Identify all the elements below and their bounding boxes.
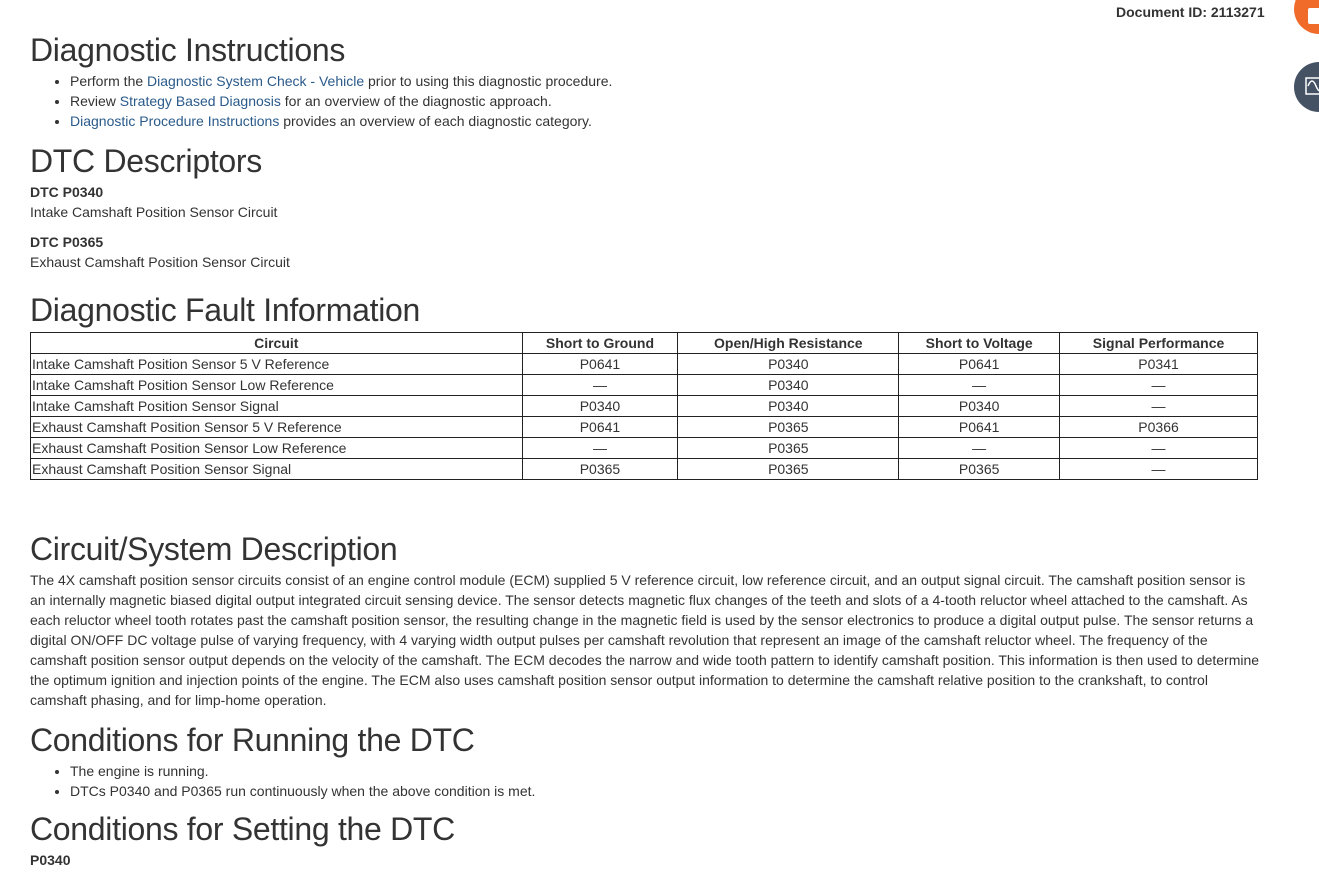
dtc-cell: P0365: [678, 438, 899, 459]
fault-info-section: [30, 292, 1258, 480]
diagnostic-instructions-section: [30, 32, 1260, 131]
dtc-cell: P0641: [522, 354, 678, 375]
section-title: Diagnostic Fault Information: [30, 292, 421, 328]
text: for an overview of the diagnostic approach.: [280, 93, 552, 109]
dtc-cell: —: [1060, 438, 1258, 459]
fault-table: [30, 332, 1258, 480]
circuit-cell: Exhaust Camshaft Position Sensor 5 V Reference: [31, 417, 523, 438]
table-row: [31, 417, 1258, 438]
list-item: • The engine is running.: [70, 761, 535, 781]
dtc-subheading: P0340: [30, 852, 71, 868]
link-strategy-based-diagnosis[interactable]: Strategy Based Diagnosis: [119, 93, 281, 109]
tsb-button[interactable]: [1294, 0, 1319, 34]
dtc-cell: P0641: [899, 354, 1060, 375]
dtc-cell: P0341: [1060, 354, 1258, 375]
header-cell: Signal Performance: [1060, 333, 1258, 354]
text: provides an overview of each diagnostic category.: [279, 113, 592, 129]
dtc-cell: P0365: [899, 459, 1060, 480]
dtc-cell: P0340: [678, 354, 899, 375]
list-item: [70, 91, 1260, 111]
dtc-cell: —: [899, 438, 1060, 459]
section-title: Conditions for Running the DTC: [30, 722, 475, 758]
document-id: Document ID: 2113271: [1116, 4, 1265, 20]
dtc-descriptors-section: [30, 143, 290, 272]
dtc-cell: P0365: [522, 459, 678, 480]
circuit-description-section: [30, 531, 1262, 710]
section-title: DTC Descriptors: [30, 143, 262, 179]
header-cell: Circuit: [31, 333, 523, 354]
dtc-code: DTC P0340: [30, 184, 104, 200]
dtc-description: Intake Camshaft Position Sensor Circuit: [30, 204, 278, 220]
list-item: • DTCs P0340 and P0365 run continuously when the above condition is met.: [70, 781, 535, 801]
header-cell: Short to Ground: [522, 333, 678, 354]
text: prior to using this diagnostic procedure.: [364, 73, 613, 89]
tsb-icon: [1308, 8, 1319, 24]
dtc-cell: P0340: [522, 396, 678, 417]
table-header-row: [31, 333, 1258, 354]
section-title: Diagnostic Instructions: [30, 32, 346, 68]
dtc-cell: —: [522, 438, 678, 459]
list-item: [70, 111, 1260, 131]
circuit-description-text: The 4X camshaft position sensor circuits consist of an engine control module (ECM) supplied 5 V reference circuit, low reference circuit, and an output signal circuit. The camshaft position sensor is an internally magnetic biased digital output integrated circuit sensing device. The sensor detects magnetic flux changes of the teeth and slots of a 4-tooth reluctor wheel attached to the camshaft. As each reluctor wheel tooth rotates past the camshaft position sensor, the resulting change in the magnetic field is used by the sensor electronics to produce a digital output pulse. The sensor returns a digital ON/OFF DC voltage pulse of varying frequency, with 4 varying width output pulses per camshaft revolution that represent an image of the camshaft reluctor wheel. The frequency of the camshaft position sensor output depends on the velocity of the camshaft. The ECM decodes the narrow and wide tooth pattern to identify camshaft position. This information is then used to determine the optimum ignition and injection points of the engine. The ECM also uses camshaft position sensor output information to determine the camshaft relative position to the crankshaft, to control camshaft phasing, and for limp-home operation.: [30, 572, 1260, 708]
section-title: Conditions for Setting the DTC: [30, 811, 455, 847]
header-cell: Short to Voltage: [899, 333, 1060, 354]
link-diagnostic-procedure-instructions[interactable]: Diagnostic Procedure Instructions: [70, 113, 280, 129]
text: Review: [70, 93, 120, 109]
waveform-icon: [1294, 62, 1319, 112]
table-row: [31, 396, 1258, 417]
text: Perform the: [70, 73, 148, 89]
dtc-description: Exhaust Camshaft Position Sensor Circuit: [30, 254, 290, 270]
conditions-setting-section: [30, 811, 455, 870]
dtc-cell: —: [1060, 459, 1258, 480]
circuit-cell: Intake Camshaft Position Sensor Signal: [31, 396, 523, 417]
dtc-cell: —: [1060, 396, 1258, 417]
dtc-cell: P0366: [1060, 417, 1258, 438]
dtc-cell: P0641: [522, 417, 678, 438]
header-cell: Open/High Resistance: [678, 333, 899, 354]
dtc-cell: P0340: [678, 396, 899, 417]
dtc-cell: —: [899, 375, 1060, 396]
dtc-code: DTC P0365: [30, 234, 104, 250]
dtc-cell: P0340: [899, 396, 1060, 417]
dtc-cell: —: [1060, 375, 1258, 396]
dtc-cell: P0340: [678, 375, 899, 396]
table-row: [31, 459, 1258, 480]
circuit-cell: Exhaust Camshaft Position Sensor Low Reference: [31, 438, 523, 459]
list-item: [70, 71, 1260, 91]
circuit-cell: Exhaust Camshaft Position Sensor Signal: [31, 459, 523, 480]
waveform-button[interactable]: [1294, 62, 1319, 112]
link-diagnostic-system-check[interactable]: Diagnostic System Check - Vehicle: [147, 73, 365, 89]
circuit-cell: Intake Camshaft Position Sensor 5 V Reference: [31, 354, 523, 375]
dtc-cell: P0365: [678, 417, 899, 438]
dtc-cell: P0365: [678, 459, 899, 480]
table-row: [31, 354, 1258, 375]
dtc-cell: —: [522, 375, 678, 396]
table-row: [31, 375, 1258, 396]
dtc-cell: P0641: [899, 417, 1060, 438]
section-title: Circuit/System Description: [30, 531, 398, 567]
circuit-cell: Intake Camshaft Position Sensor Low Reference: [31, 375, 523, 396]
table-row: [31, 438, 1258, 459]
conditions-running-section: [30, 722, 535, 801]
